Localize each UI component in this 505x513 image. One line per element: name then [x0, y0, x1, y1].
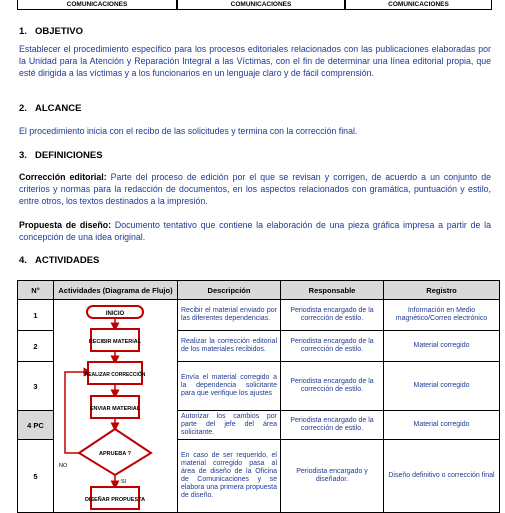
flow-inicio-label: INICIO: [105, 311, 125, 317]
flow-si-label: SI: [121, 479, 127, 485]
row-registro: Diseño definitivo o corrección final: [384, 440, 500, 513]
flow-enviar-label: ENVIAR MATERIAL: [89, 406, 141, 412]
flow-diagram-cell: [54, 300, 178, 513]
row-registro: Material corregido: [384, 331, 500, 362]
row-num: 5: [18, 440, 54, 513]
flow-diagram: [57, 301, 174, 511]
definition-correccion: [19, 172, 491, 207]
row-responsable: Periodista encargado de la corrección de estilo.: [281, 411, 384, 440]
row-responsable: Periodista encargado de la corrección de estilo.: [281, 331, 384, 362]
section-actividades-title: 4. ACTIVIDADES: [19, 255, 100, 266]
header-cell-2: COMUNICACIONES: [177, 0, 345, 10]
row-descripcion: Realizar la corrección editorial de los materiales recibidos.: [178, 331, 281, 362]
header-descripcion: Descripción: [178, 281, 281, 300]
row-num: 1: [18, 300, 54, 331]
row-num: 3: [18, 362, 54, 411]
header-registro: Registro: [384, 281, 500, 300]
row-num: 2: [18, 331, 54, 362]
section-objetivo-title: 1. OBJETIVO: [19, 26, 84, 37]
row-responsable: Periodista encargado de la corrección de estilo.: [281, 300, 384, 331]
header-cell-3: COMUNICACIONES: [345, 0, 492, 10]
row-responsable: Periodista encargado de la corrección de estilo.: [281, 362, 384, 411]
header-cell-1: COMUNICACIONES: [17, 0, 177, 10]
flow-aprueba-label: APRUEBA ?: [99, 451, 131, 457]
flow-no-label: NO: [59, 463, 68, 469]
row-registro: Material corregido: [384, 411, 500, 440]
section-alcance-text: El procedimiento inicia con el recibo de las solicitudes y termina con la corrección final.: [19, 126, 358, 136]
table-header-row: [18, 281, 500, 300]
row-descripcion: Envía el material corregido a la dependencia solicitante para que verifique los ajustes: [178, 362, 281, 411]
row-responsable: Periodista encargado y diseñador.: [281, 440, 384, 513]
definition-correccion-term: Corrección editorial:: [19, 172, 107, 182]
header-responsable: Responsable: [281, 281, 384, 300]
definition-correccion-text: Parte del proceso de edición por el que se revisan y corrigen, de acuerdo a un conjunto de criterios y normas para la redacción de documentos, en los aspectos relacionados con gramática, puntuación y estilo, entre otros, los textos destinados a la impresión.: [19, 172, 491, 206]
flow-realizar-label: REALIZAR CORRECCIÓN: [84, 372, 146, 378]
definition-propuesta-term: Propuesta de diseño:: [19, 220, 112, 230]
flow-recibir-label: RECIBIR MATERIAL: [88, 339, 142, 345]
row-num: 4 PC: [18, 411, 54, 440]
row-registro: Información en Medio magnético/Correo electrónico: [384, 300, 500, 331]
row-descripcion: En caso de ser requerido, el material corregido pasa al área de diseño de la Oficina de Comunicaciones y se elabora una primera propuesta de diseño.: [178, 440, 281, 513]
flow-disenar-label: DISEÑAR PROPUESTA: [84, 497, 146, 503]
row-registro: Material corregido: [384, 362, 500, 411]
definition-propuesta: [19, 220, 491, 244]
header-num: N°: [18, 281, 54, 300]
row-descripcion: Autorizar los cambios por parte del jefe del área solicitante.: [178, 411, 281, 440]
section-alcance-title: 2. ALCANCE: [19, 103, 82, 114]
header-actividades: Actividades (Diagrama de Flujo): [54, 281, 178, 300]
row-descripcion: Recibir el material enviado por las diferentes dependencias.: [178, 300, 281, 331]
section-definiciones-title: 3. DEFINICIONES: [19, 150, 103, 161]
definition-propuesta-text: Documento tentativo que contiene la elaboración de una pieza gráfica impresa a partir de la concepción de una idea original.: [19, 220, 492, 242]
activities-table: [17, 280, 500, 513]
section-objetivo-text: Establecer el procedimiento específico para los procesos editoriales relacionados con las publicaciones elaboradas por la Unidad para la Atención y Reparación Integral a las Víctimas, con el fin de determinar una línea editorial propia, que esté dirigida a las víctimas y a los funcionarios en un lenguaje claro y de fácil comprensión.: [19, 44, 491, 78]
table-row: [18, 300, 500, 331]
